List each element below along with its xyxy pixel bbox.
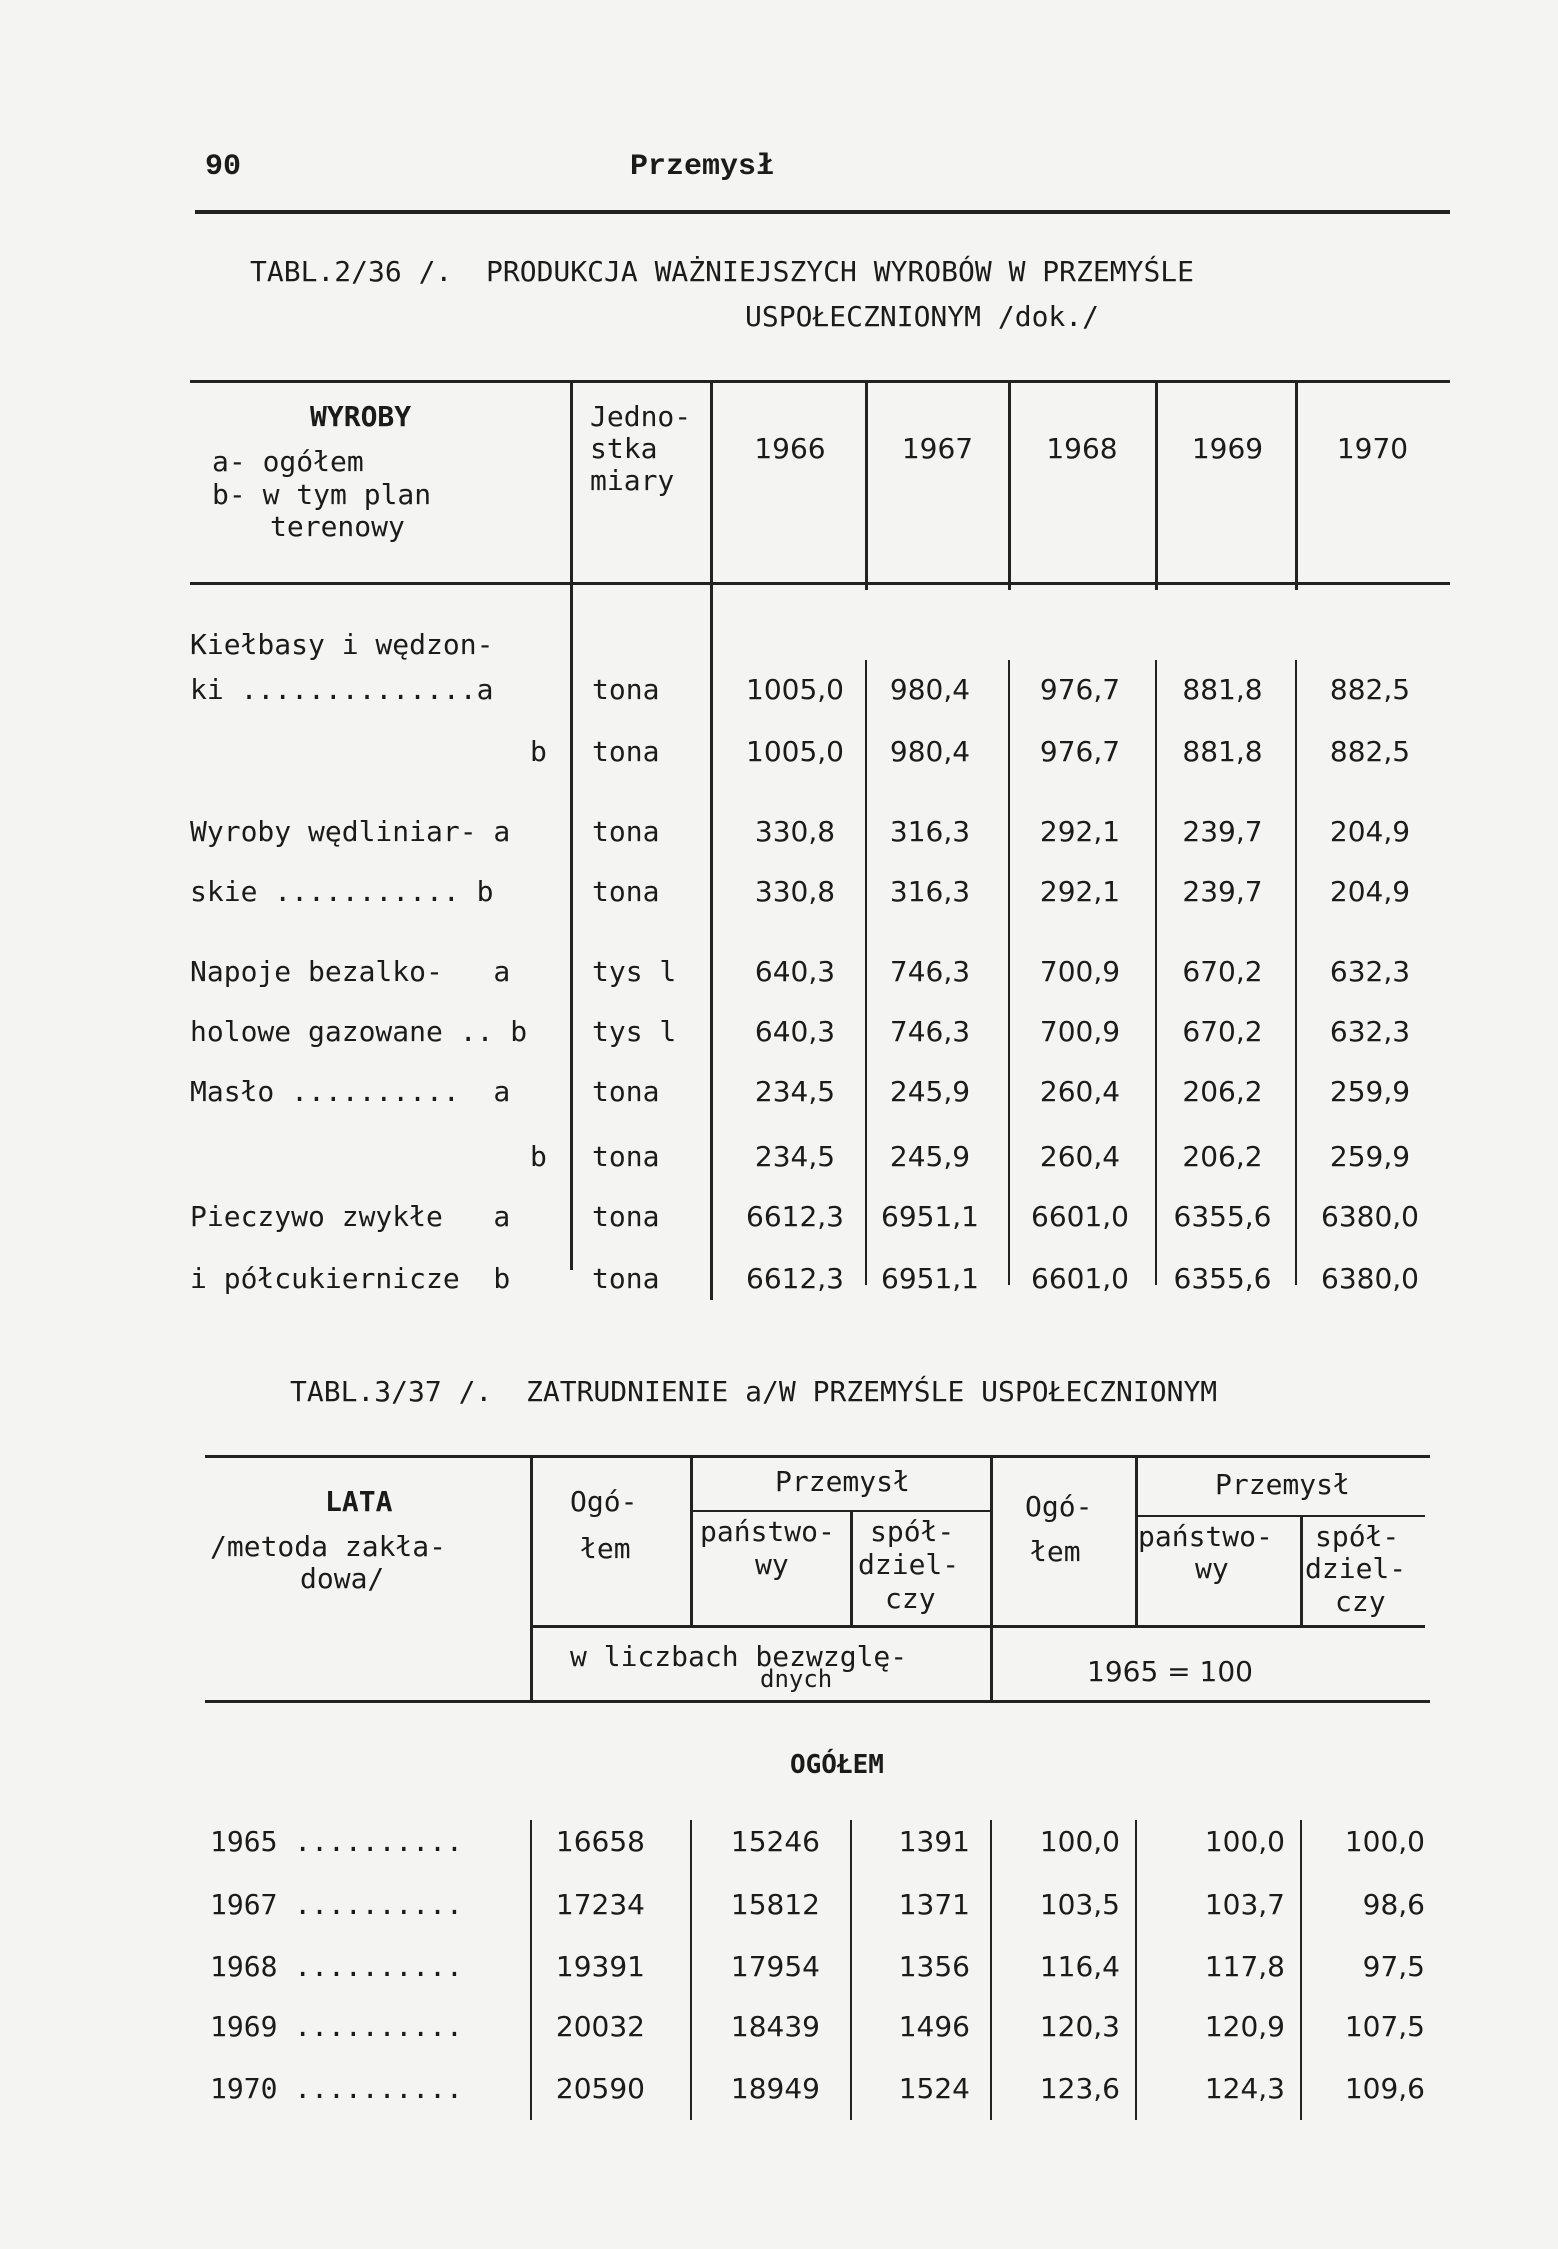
table2-head-ogolem1: Ogó- [570, 1485, 638, 1518]
table2-cell: 120,9 [1204, 2010, 1285, 2043]
table2-head-panstwowy1b: państwo- [1138, 1520, 1273, 1553]
table1-cell: 6380,0 [1321, 1262, 1419, 1295]
table2-cell: 1371 [898, 1888, 970, 1921]
table1-cell: 330,8 [754, 815, 836, 848]
table1-row-label: i półcukiernicze b [190, 1262, 511, 1295]
table1-cell: 700,9 [1039, 955, 1121, 988]
table2-col-divider [530, 1455, 533, 1700]
table1-cell: 6355,6 [1173, 1262, 1272, 1295]
table1-row-unit: tona [592, 1262, 660, 1295]
table1-cell: 260,4 [1039, 1140, 1121, 1173]
table2-przemysl-rule [690, 1510, 990, 1512]
table2-cell: 1391 [898, 1825, 970, 1858]
table2-cell: 18949 [730, 2072, 820, 2105]
table1-row-unit: tys l [592, 1015, 677, 1048]
table1-head-products: WYROBY [310, 400, 412, 433]
table2-head-ogolem2b: łem [1030, 1535, 1081, 1568]
table1-cell: 1005,0 [746, 735, 844, 768]
table2-przemysl-rule [1135, 1515, 1425, 1517]
table2-head-panstwowy1: państwo- [700, 1515, 835, 1548]
table2-cell: 100,0 [1344, 1825, 1425, 1858]
table1-row-label: b [530, 1140, 547, 1173]
table1-cell: 746,3 [889, 955, 971, 988]
table1-cell: 980,4 [889, 673, 971, 706]
table1-col-divider [1008, 660, 1010, 1285]
table2-head-absolute2: dnych [760, 1665, 833, 1693]
table2-head-przemysl2: Przemysł [1215, 1468, 1350, 1501]
table2-head-rule [205, 1700, 1430, 1703]
table1-cell: 204,9 [1329, 815, 1411, 848]
table2-cell: 20032 [555, 2010, 645, 2043]
table1-year: 1970 [1336, 432, 1409, 465]
table2-col-divider [850, 1510, 853, 1625]
table2-cell: 15246 [730, 1825, 820, 1858]
table2-cell: 103,7 [1204, 1888, 1285, 1921]
table1-row-unit: tona [592, 875, 660, 908]
table2-col-divider [990, 1820, 992, 2120]
table2-head-method2: dowa/ [300, 1562, 385, 1595]
page-number: 90 [205, 150, 242, 184]
table1-row-label: ki ..............a [190, 673, 494, 706]
table1-head-unit2: stka [590, 432, 658, 465]
table1-cell: 245,9 [889, 1140, 971, 1173]
table2-cell: 1356 [898, 1950, 970, 1983]
table2-cell: 123,6 [1039, 2072, 1120, 2105]
table2-head-ogolem2: łem [580, 1532, 631, 1565]
table1-row-label: Napoje bezalko- a [190, 955, 511, 988]
table2-head-spoldz1: spół- [870, 1515, 955, 1548]
table1-row-unit: tona [592, 735, 660, 768]
table1-row-label: skie ........... b [190, 875, 494, 908]
table2-head-absolute1: w liczbach bezwzglę- [570, 1640, 908, 1673]
table1-cell: 6951,1 [881, 1200, 979, 1233]
table2-cell: 18439 [730, 2010, 820, 2043]
table1-cell: 976,7 [1039, 735, 1121, 768]
table1-cell: 259,9 [1329, 1140, 1411, 1173]
table2-cell: 98,6 [1362, 1888, 1425, 1921]
table1-cell: 670,2 [1182, 1015, 1263, 1048]
table2-col-divider [1300, 1515, 1303, 1625]
table1-cell: 6612,3 [746, 1200, 844, 1233]
table1-cell: 316,3 [889, 875, 971, 908]
table1-cell: 640,3 [754, 1015, 836, 1048]
table1-cell: 632,3 [1329, 955, 1411, 988]
table2-col-divider [990, 1455, 993, 1700]
header-rule [195, 210, 1450, 214]
table1-cell: 330,8 [754, 875, 836, 908]
table1-col-divider [1008, 380, 1011, 590]
table1-year: 1966 [754, 432, 826, 465]
table2-row-year: 1970 .......... [210, 2072, 463, 2105]
table1-cell: 206,2 [1182, 1140, 1263, 1173]
table1-cell: 6612,3 [746, 1262, 844, 1295]
table1-col-divider [1295, 380, 1298, 590]
table2-col-divider [530, 1820, 532, 2120]
table2-head-spoldz1b: spół- [1315, 1520, 1400, 1553]
table1-row-label: Masło .......... a [190, 1075, 511, 1108]
table1-col-divider [1155, 660, 1157, 1285]
table2-cell: 107,5 [1344, 2010, 1425, 2043]
table2-cell: 1496 [898, 2010, 970, 2043]
table2-cell: 20590 [555, 2072, 645, 2105]
table2-row-year: 1968 .......... [210, 1950, 463, 1983]
table1-col-divider [1295, 660, 1297, 1285]
table1-cell: 292,1 [1039, 875, 1121, 908]
table1-cell: 6951,1 [881, 1262, 979, 1295]
table2-cell: 117,8 [1204, 1950, 1285, 1983]
table1-cell: 881,8 [1182, 735, 1263, 768]
table1-row-unit: tona [592, 673, 660, 706]
table1-cell: 234,5 [754, 1140, 836, 1173]
table1-year: 1967 [901, 432, 974, 465]
table2-cell: 17954 [730, 1950, 820, 1983]
table2-cell: 124,3 [1204, 2072, 1285, 2105]
table1-cell: 292,1 [1039, 815, 1121, 848]
table1-cell: 881,8 [1182, 673, 1263, 706]
table1-cell: 632,3 [1329, 1015, 1411, 1048]
table1-cell: 976,7 [1039, 673, 1121, 706]
table1-cell: 882,5 [1329, 735, 1411, 768]
table1-cell: 260,4 [1039, 1075, 1121, 1108]
table1-row-label: Kiełbasy i wędzon- [190, 628, 494, 661]
table2-row-year: 1967 .......... [210, 1888, 463, 1921]
table2-subhead-rule [530, 1625, 1425, 1628]
table1-cell: 239,7 [1182, 815, 1263, 848]
table1-year: 1969 [1191, 432, 1264, 465]
table1-head-rule [190, 582, 1450, 585]
table1-year: 1968 [1046, 432, 1118, 465]
table2-head-panstwowy2: wy [755, 1548, 789, 1581]
table2-section-label: OGÓŁEM [790, 1750, 884, 1780]
table2-cell: 15812 [730, 1888, 820, 1921]
table1-cell: 670,2 [1182, 955, 1263, 988]
table1-row-label: Wyroby wędliniar- a [190, 815, 511, 848]
table1-row-label: b [530, 735, 547, 768]
table1-cell: 882,5 [1329, 673, 1411, 706]
table1-cell: 1005,0 [746, 673, 844, 706]
table1-top-rule [190, 380, 1450, 383]
table1-row-label: holowe gazowane .. b [190, 1015, 528, 1048]
table1-cell: 206,2 [1182, 1075, 1263, 1108]
table2-cell: 120,3 [1039, 2010, 1120, 2043]
table1-head-b1: b- w tym plan [212, 478, 432, 511]
table1-cell: 239,7 [1182, 875, 1263, 908]
table1-cell: 245,9 [889, 1075, 971, 1108]
table1-col-divider [1155, 380, 1158, 590]
table1-head-unit3: miary [590, 464, 675, 497]
table2-cell: 1524 [898, 2072, 970, 2105]
table2-col-divider [690, 1820, 692, 2120]
table1-cell: 700,9 [1039, 1015, 1121, 1048]
table2-col-divider [1135, 1820, 1137, 2120]
table1-cell: 259,9 [1329, 1075, 1411, 1108]
table1-row-unit: tona [592, 815, 660, 848]
table1-cell: 980,4 [889, 735, 971, 768]
table1-cell: 6380,0 [1321, 1200, 1419, 1233]
table1-title-line2: USPOŁECZNIONYM /dok./ [745, 300, 1100, 333]
table2-row-year: 1969 .......... [210, 2010, 463, 2043]
table2-head-method1: /metoda zakła- [210, 1530, 447, 1563]
table2-col-divider [1300, 1820, 1302, 2120]
table1-row-label: Pieczywo zwykłe a [190, 1200, 511, 1233]
table1-row-unit: tona [592, 1140, 660, 1173]
table2-col-divider [850, 1820, 852, 2120]
table2-cell: 16658 [555, 1825, 645, 1858]
table1-cell: 6601,0 [1031, 1200, 1129, 1233]
table2-head-lata: LATA [325, 1485, 393, 1518]
table2-head-index: 1965 = 100 [1087, 1655, 1253, 1688]
table1-col-divider [570, 380, 573, 1270]
table1-row-unit: tona [592, 1200, 660, 1233]
table1-cell: 234,5 [754, 1075, 836, 1108]
table2-head-spoldz2: dziel- [858, 1548, 960, 1581]
table2-cell: 109,6 [1344, 2072, 1425, 2105]
table2-row-year: 1965 .......... [210, 1825, 463, 1858]
table1-row-unit: tona [592, 1075, 660, 1108]
table1-cell: 316,3 [889, 815, 971, 848]
table2-top-rule [205, 1455, 1430, 1458]
table2-cell: 100,0 [1204, 1825, 1285, 1858]
table2-head-spoldz3: czy [885, 1582, 936, 1615]
table2-head-spoldz2b: dziel- [1305, 1552, 1407, 1585]
table1-row-unit: tys l [592, 955, 677, 988]
table2-head-ogolem1b: Ogó- [1025, 1490, 1093, 1523]
table2-head-spoldz3b: czy [1335, 1585, 1386, 1618]
table2-cell: 100,0 [1039, 1825, 1120, 1858]
table1-cell: 6601,0 [1031, 1262, 1129, 1295]
table1-cell: 6355,6 [1173, 1200, 1272, 1233]
table1-col-divider [865, 380, 868, 590]
table1-head-b2: terenowy [270, 510, 405, 543]
table2-title: TABL.3/37 /. ZATRUDNIENIE a/W PRZEMYŚLE USPOŁECZNIONYM [290, 1375, 1218, 1408]
table2-head-panstwowy2b: wy [1195, 1552, 1229, 1585]
table1-cell: 640,3 [754, 955, 836, 988]
table1-head-unit1: Jedno- [590, 400, 692, 433]
table2-col-divider [690, 1455, 693, 1625]
table1-cell: 746,3 [889, 1015, 971, 1048]
table2-cell: 19391 [555, 1950, 645, 1983]
table1-col-divider [710, 380, 713, 1300]
section-title: Przemysł [630, 150, 775, 184]
table1-col-divider [865, 660, 867, 1285]
table1-title-line1: TABL.2/36 /. PRODUKCJA WAŻNIEJSZYCH WYROBÓW W PRZEMYŚLE [250, 255, 1195, 288]
table1-head-a: a- ogółem [212, 445, 364, 478]
table2-cell: 116,4 [1039, 1950, 1120, 1983]
table1-cell: 204,9 [1329, 875, 1411, 908]
table2-cell: 17234 [555, 1888, 645, 1921]
table2-cell: 103,5 [1039, 1888, 1120, 1921]
table2-cell: 97,5 [1362, 1950, 1425, 1983]
table2-head-przemysl: Przemysł [775, 1465, 910, 1498]
